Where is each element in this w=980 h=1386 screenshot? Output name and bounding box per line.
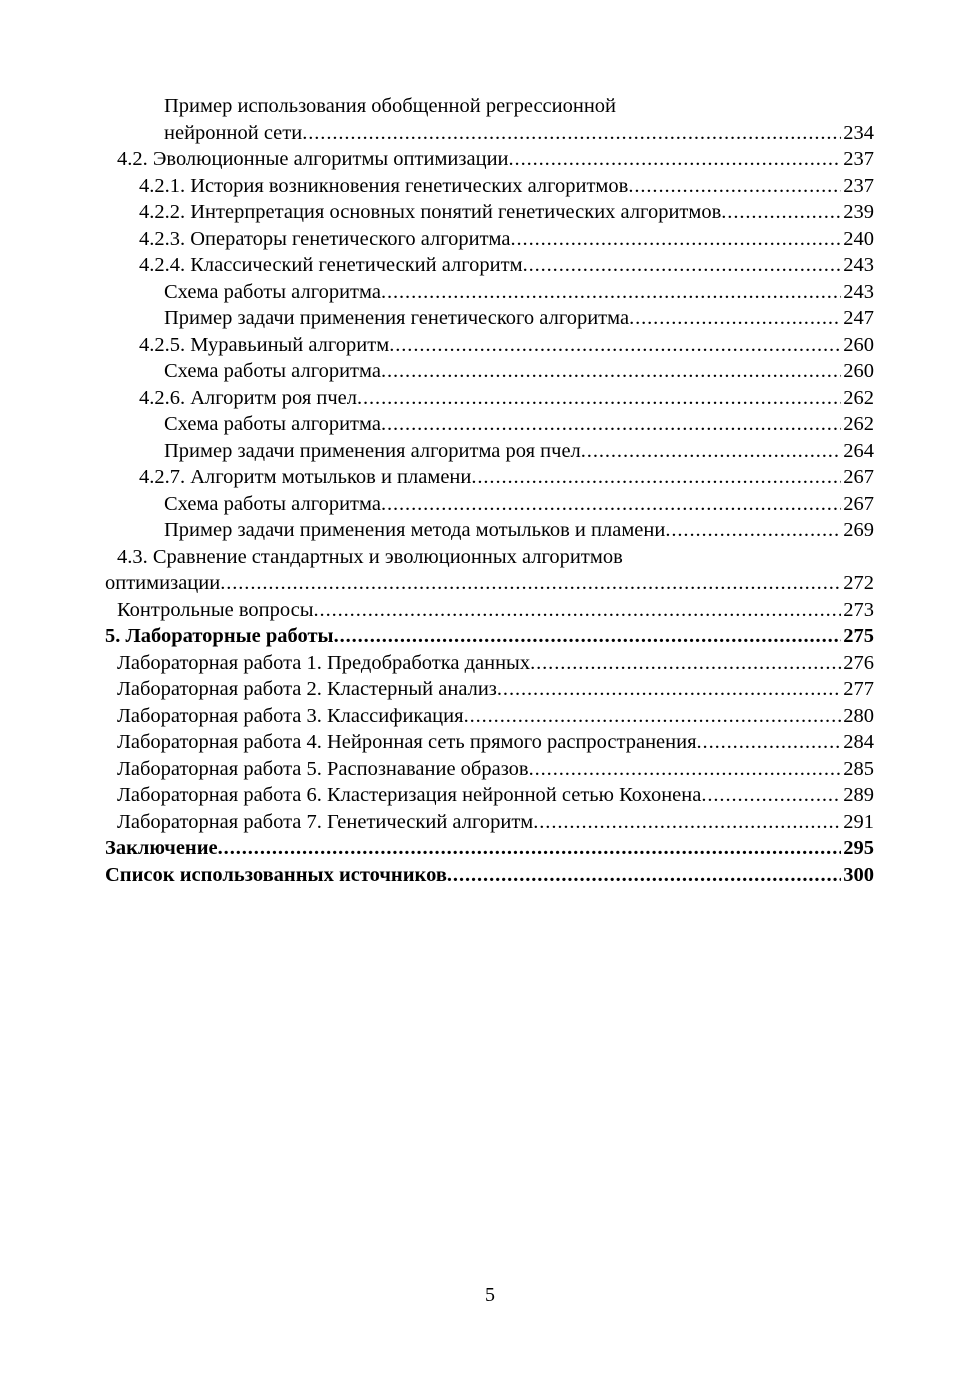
toc-entry[interactable]	[105, 835, 874, 862]
toc-dot-leader	[509, 146, 842, 173]
toc-entry-page: 300	[843, 863, 874, 886]
toc-entry-title: Лабораторная работа 4. Нейронная сеть прямого распространения	[117, 731, 697, 753]
toc-entry[interactable]	[105, 385, 874, 412]
toc-entry-title: 4.2.4. Классический генетический алгоритм	[139, 254, 523, 276]
toc-entry-title: 4.2. Эволюционные алгоритмы оптимизации	[117, 148, 509, 170]
toc-entry-title: 4.2.5. Муравьиный алгоритм	[139, 333, 390, 356]
toc-dot-leader	[511, 226, 842, 253]
toc-entry-title: Пример задачи применения алгоритма роя пчел	[164, 439, 581, 462]
toc-entry[interactable]	[105, 146, 874, 173]
toc-entry-title: Список использованных источников	[105, 863, 447, 886]
toc-dot-leader	[721, 199, 841, 226]
toc-entry[interactable]	[105, 279, 874, 306]
toc-entry-title: Схема работы алгоритма	[164, 360, 381, 382]
toc-dot-leader	[381, 358, 841, 385]
toc-entry[interactable]	[105, 305, 874, 332]
toc-dot-leader	[497, 676, 841, 703]
toc-dot-leader	[464, 703, 842, 730]
toc-entry[interactable]	[105, 809, 874, 836]
toc-entry-title: Лабораторная работа 6. Кластеризация нейронной сетью Кохонена	[117, 784, 702, 806]
toc-dot-leader	[381, 491, 841, 518]
toc-dot-leader	[381, 279, 841, 306]
toc-entry-page: 295	[843, 837, 874, 859]
toc-dot-leader	[701, 782, 841, 809]
page-number: 5	[485, 1284, 495, 1306]
toc-entry-title: Контрольные вопросы	[117, 598, 314, 621]
table-of-contents	[105, 93, 874, 888]
toc-entry[interactable]	[105, 173, 874, 200]
toc-entry-page: 260	[843, 360, 874, 382]
toc-entry[interactable]	[105, 597, 874, 624]
toc-entry-page: 239	[843, 201, 874, 223]
toc-dot-leader	[533, 809, 841, 836]
toc-entry-page: 264	[843, 439, 874, 462]
toc-entry[interactable]	[105, 411, 874, 438]
toc-entry[interactable]	[105, 226, 874, 253]
toc-entry-page: 267	[843, 466, 874, 488]
toc-entry-title: 4.2.2. Интерпретация основных понятий генетических алгоритмов	[139, 201, 722, 223]
toc-dot-leader	[471, 464, 841, 491]
toc-entry[interactable]	[105, 199, 874, 226]
toc-entry-page: 260	[843, 333, 874, 356]
toc-entry-title: 4.2.6. Алгоритм роя пчел	[139, 386, 357, 409]
toc-entry[interactable]	[105, 782, 874, 809]
toc-entry[interactable]	[105, 464, 874, 491]
toc-dot-leader	[523, 252, 842, 279]
toc-entry-title: Лабораторная работа 7. Генетический алгоритм	[117, 810, 534, 833]
toc-dot-leader	[447, 862, 841, 889]
toc-entry-page: 280	[843, 704, 874, 727]
toc-entry-title: Пример задачи применения генетического алгоритма	[164, 307, 630, 329]
toc-dot-leader	[218, 835, 842, 862]
toc-dot-leader	[628, 173, 841, 200]
toc-entry-page: 237	[843, 174, 874, 197]
toc-entry[interactable]	[105, 650, 874, 677]
toc-entry-page: 289	[843, 784, 874, 806]
toc-entry[interactable]	[105, 676, 874, 703]
toc-entry-title: нейронной сети	[164, 121, 303, 144]
toc-entry[interactable]	[105, 93, 874, 120]
toc-entry-title: Заключение	[105, 837, 218, 859]
toc-entry-page: 237	[843, 148, 874, 170]
toc-entry-title: оптимизации	[105, 572, 221, 594]
toc-entry[interactable]	[105, 703, 874, 730]
toc-dot-leader	[381, 411, 841, 438]
toc-dot-leader	[529, 756, 842, 783]
toc-entry[interactable]	[105, 438, 874, 465]
toc-entry[interactable]	[105, 623, 874, 650]
toc-dot-leader	[665, 517, 841, 544]
toc-dot-leader	[220, 570, 841, 597]
toc-entry-title: Схема работы алгоритма	[164, 280, 381, 303]
toc-entry[interactable]	[105, 570, 874, 597]
toc-entry-title: 4.2.7. Алгоритм мотыльков и пламени	[139, 466, 472, 488]
toc-entry-page: 291	[843, 810, 874, 833]
toc-entry[interactable]	[105, 729, 874, 756]
toc-entry-page: 272	[843, 572, 874, 594]
toc-entry-page: 267	[843, 492, 874, 515]
toc-entry-title: Лабораторная работа 5. Распознавание образов	[117, 757, 529, 780]
toc-entry[interactable]	[105, 252, 874, 279]
toc-entry-page: 262	[843, 413, 874, 435]
toc-dot-leader	[314, 597, 842, 624]
toc-entry-page: 285	[843, 757, 874, 780]
toc-entry-title: 4.2.1. История возникновения генетических алгоритмов	[139, 174, 629, 197]
toc-entry-title: Лабораторная работа 1. Предобработка данных	[117, 651, 531, 674]
toc-dot-leader	[389, 332, 841, 359]
toc-entry-page: 243	[843, 280, 874, 303]
toc-entry-title: Схема работы алгоритма	[164, 413, 381, 435]
toc-entry-page: 276	[843, 651, 874, 674]
toc-entry-page: 284	[843, 731, 874, 753]
toc-dot-leader	[357, 385, 841, 412]
toc-dot-leader	[334, 623, 842, 650]
toc-entry-page: 277	[843, 678, 874, 700]
toc-entry-page: 247	[843, 307, 874, 329]
toc-entry-title: 4.2.3. Операторы генетического алгоритма	[139, 227, 511, 250]
toc-dot-leader	[697, 729, 842, 756]
toc-entry[interactable]	[105, 358, 874, 385]
toc-entry[interactable]	[105, 544, 874, 571]
toc-dot-leader	[530, 650, 841, 677]
toc-entry-page: 262	[843, 386, 874, 409]
toc-entry-title: Схема работы алгоритма	[164, 492, 381, 515]
toc-entry-page: 243	[843, 254, 874, 276]
toc-entry-page: 234	[843, 121, 874, 144]
toc-dot-leader	[581, 438, 841, 465]
toc-entry-page: 275	[843, 625, 874, 647]
toc-entry-title: 5. Лабораторные работы	[105, 625, 334, 647]
toc-entry[interactable]	[105, 120, 874, 147]
toc-entry[interactable]	[105, 756, 874, 783]
toc-dot-leader	[629, 305, 841, 332]
toc-entry-title: Лабораторная работа 2. Кластерный анализ	[117, 678, 497, 700]
toc-entry-title: 4.3. Сравнение стандартных и эволюционных алгоритмов	[117, 545, 623, 568]
toc-entry-page: 273	[843, 598, 874, 621]
toc-entry[interactable]	[105, 862, 874, 889]
toc-entry[interactable]	[105, 491, 874, 518]
toc-entry[interactable]	[105, 332, 874, 359]
toc-entry-title: Пример использования обобщенной регрессионной	[164, 95, 617, 117]
toc-entry-title: Лабораторная работа 3. Классификация	[117, 704, 464, 727]
toc-entry-page: 269	[843, 519, 874, 541]
toc-entry-page: 240	[843, 227, 874, 250]
toc-entry-title: Пример задачи применения метода мотыльков и пламени	[164, 519, 666, 541]
toc-entry[interactable]	[105, 517, 874, 544]
toc-dot-leader	[302, 120, 841, 147]
